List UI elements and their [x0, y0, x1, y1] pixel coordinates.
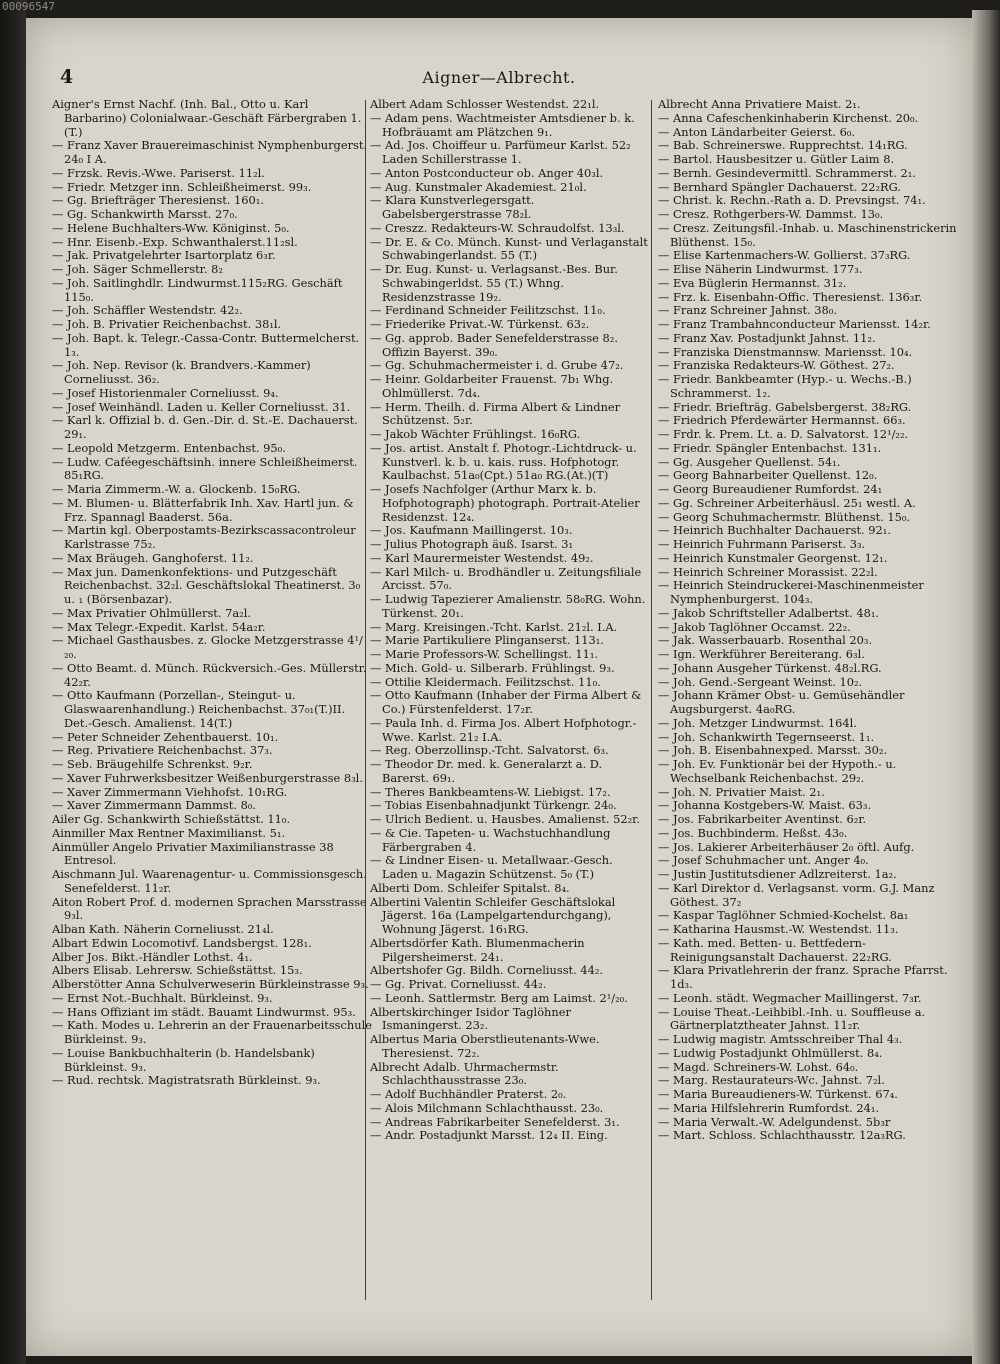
directory-entry: — Jos. Fabrikarbeiter Aventinst. 6₂r. [658, 812, 867, 826]
directory-entry: — & Cie. Tapeten- u. Wachstuchhandlung Färbergraben 4. [370, 825, 611, 854]
directory-entry: — Joh. Schankwirth Tegernseerst. 1₁. [658, 729, 875, 744]
directory-entry: — Justin Justitutsdiener Adlzreiterst. 1a₂. [658, 867, 897, 881]
directory-entry: — Adolf Buchhändler Praterst. 2₀. [370, 1087, 567, 1101]
directory-entry: — Joh. B. Privatier Reichenbachst. 38₁l. [52, 317, 282, 331]
directory-entry: — Max jun. Damenkonfektions- und Putzgeschäft Reichenbachst. 32₂l. Geschäftslokal Theatinerst. 3₀ u. ₁ (Börsenbazar). [52, 564, 361, 606]
directory-entry: — Leonh. Sattlermstr. Berg am Laimst. 2¹/₂₀. [370, 990, 628, 1005]
directory-entry: — Gg. Schreiner Arbeiterhäusl. 25₁ westl. A. [658, 495, 916, 510]
directory-entry: — & Lindner Eisen- u. Metallwaar.-Gesch. Laden u. Magazin Schützenst. 5₀ (T.) [370, 853, 613, 881]
directory-entry: — Dr. Eug. Kunst- u. Verlagsanst.-Bes. Bur. Schwabingerldst. 55 (T.) Whng. Residenzstrasse 19₂. [370, 262, 618, 304]
directory-entry: — Johann Krämer Obst- u. Gemüsehändler Augsburgerst. 4a₀RG. [658, 688, 905, 716]
directory-entry: — Franziska Dienstmannsw. Mariensst. 10₄. [658, 344, 913, 359]
directory-entry: — Reg. Oberzollinsp.-Tcht. Salvatorst. 6₃. [370, 743, 609, 758]
directory-entry: — Aug. Kunstmaler Akademiest. 21₀l. [370, 179, 587, 194]
directory-entry: Ainmüller Angelo Privatier Maximilianstrasse 38 Entresol. [52, 839, 334, 868]
directory-entry: — Josef Weinhändl. Laden u. Keller Corneliusst. 31. [52, 399, 351, 414]
directory-entry: — Mart. Schloss. Schlachthausstr. 12a₃RG. [658, 1128, 906, 1143]
directory-entry: — Andr. Postadjunkt Marsst. 12₄ II. Eing. [370, 1128, 608, 1143]
directory-entry: — Jak. Wasserbauarb. Rosenthal 20₃. [658, 633, 873, 648]
scan-id: 00096547 [2, 0, 55, 13]
directory-entry: — Maria Verwalt.-W. Adelgundenst. 5b₃r [658, 1114, 891, 1129]
directory-entry: — Paula Inh. d. Firma Jos. Albert Hofphotogr.-Wwe. Karlst. 21₂ I.A. [370, 715, 637, 744]
directory-entry: — Hnr. Eisenb.-Exp. Schwanthalerst.11₂sl. [52, 234, 298, 249]
directory-entry: — Kath. Modes u. Lehrerin an der Frauenarbeitsschule Bürkleinst. 9₃. [52, 1018, 372, 1046]
directory-entry: — Alois Milchmann Schlachthausst. 23₀. [370, 1100, 604, 1115]
directory-entry: — Jakob Taglöhner Occamst. 22₂. [658, 619, 851, 634]
directory-entry: — Johanna Kostgebers-W. Maist. 63₃. [658, 798, 872, 813]
directory-entry: — Joh. Säger Schmellerstr. 8₂ [52, 262, 223, 276]
directory-entry: Albart Edwin Locomotivf. Landsbergst. 128₁. [52, 935, 312, 950]
directory-entry: — Reg. Privatiere Reichenbachst. 37₃. [52, 743, 273, 758]
directory-entry: Ainmiller Max Rentner Maximilianst. 5₁. [52, 825, 286, 840]
directory-entry: — Xaver Fuhrwerksbesitzer Weißenburgerstrasse 8₃l. [52, 770, 363, 785]
directory-entry: Aiton Robert Prof. d. modernen Sprachen Marsstrasse 9₃l. [52, 894, 367, 923]
directory-entry: — Ernst Not.-Buchhalt. Bürkleinst. 9₃. [52, 990, 273, 1005]
directory-entry: — Leonh. städt. Wegmacher Maillingerst. 7₃r. [658, 990, 922, 1005]
directory-entry: — Bartol. Hausbesitzer u. Gütler Laim 8. [658, 152, 895, 166]
directory-entry: — Jakob Schriftsteller Adalbertst. 48₁. [658, 605, 880, 620]
page-header [26, 66, 972, 96]
directory-entry: — Jos. artist. Anstalt f. Photogr.-Lichtdruck- u. Kunstverl. k. b. u. kais. russ. Hofphotogr. Kaulbachst. 51a₀(Cpt.) 51a₀ RG.(At.)(T) [370, 440, 637, 483]
directory-entry: — Max Privatier Ohlmüllerst. 7a₂l. [52, 605, 251, 620]
directory-entry: — Friedr. Spängler Entenbachst. 131₁. [658, 440, 882, 455]
directory-entry: Albert Adam Schlosser Westendst. 22₁l. [370, 98, 600, 111]
directory-entry: — Kath. med. Betten- u. Bettfedern-Reinigungsanstalt Dachauerst. 22₂RG. [658, 935, 892, 964]
directory-entry: — Julius Photograph äuß. Isarst. 3₁ [370, 537, 574, 551]
directory-entry: — Josef Schuhmacher unt. Anger 4₀. [658, 853, 869, 868]
directory-entry: — Ludwig Tapezierer Amalienstr. 58₀RG. Wohn. Türkenst. 20₁. [370, 592, 646, 620]
directory-entry: — Bernh. Gesindevermittl. Schrammerst. 2₁. [658, 165, 916, 180]
directory-entry: Albrecht Adalb. Uhrmachermstr. Schlachthausstrasse 23₀. [370, 1059, 559, 1088]
directory-entry: Albertshofer Gg. Bildh. Corneliusst. 44₂. [370, 963, 604, 978]
directory-entry: — Heinr. Goldarbeiter Frauenst. 7b₁ Whg. Ohlmüllerst. 7d₄. [370, 372, 614, 400]
directory-entry: — Marg. Restaurateurs-Wc. Jahnst. 7₂l. [658, 1073, 885, 1088]
directory-entry: — Michael Gasthausbes. z. Glocke Metzgerstrasse 4¹/₂₀. [52, 633, 363, 661]
scan-left-edge [0, 0, 26, 1364]
directory-entry: — Max Bräugeh. Ganghoferst. 11₂. [52, 550, 254, 565]
directory-entry: Albertus Maria Oberstlieutenants-Wwe. Theresienst. 72₂. [370, 1032, 600, 1060]
directory-entry: — Friedr. Bankbeamter (Hyp.- u. Wechs.-B.) Schrammerst. 1₂. [658, 372, 912, 400]
directory-entry: — Jos. Buchbinderm. Heßst. 43₀. [658, 825, 848, 840]
directory-entry: — Bernhard Spängler Dachauerst. 22₂RG. [658, 179, 901, 194]
directory-entry: — Otto Beamt. d. Münch. Rückversich.-Ges. Müllerstr. 42₂r. [52, 660, 367, 689]
scan-right-edge [972, 10, 1000, 1364]
directory-entry: — Peter Schneider Zehentbauerst. 10₁. [52, 729, 279, 744]
column-1 [52, 98, 372, 1348]
directory-entry: — Ad. Jos. Choiffeur u. Parfümeur Karlst. 52₂ Laden Schillerstrasse 1. [370, 138, 631, 166]
directory-entry: — Magd. Schreiners-W. Lohst. 64₀. [658, 1059, 859, 1074]
directory-entry: — Karl Direktor d. Verlagsanst. vorm. G.J. Manz Göthest. 37₂ [658, 880, 935, 909]
column-2 [370, 98, 652, 1348]
directory-entry: — Xaver Zimmermann Dammst. 8₀. [52, 798, 257, 813]
directory-entry: — Joh. Nep. Revisor (k. Brandvers.-Kammer) Corneliusst. 36₂. [52, 358, 311, 386]
directory-entry: — Cresz. Rothgerbers-W. Dammst. 13₀. [658, 207, 884, 221]
directory-entry: — Dr. E. & Co. Münch. Kunst- und Verlaganstalt Schwabingerlandst. 55 (T.) [370, 234, 648, 263]
directory-entry: Albertini Valentin Schleifer Geschäftslokal Jägerst. 16a (Lampelgartendurchgang), Wohnung Jägerst. 16₁RG. [370, 894, 616, 936]
directory-entry: — Gg. Schankwirth Marsst. 27₀. [52, 207, 238, 221]
directory-entry: — Maria Bureaudieners-W. Türkenst. 67₄. [658, 1087, 898, 1101]
directory-entry: Alban Kath. Näherin Corneliusst. 21₄l. [52, 922, 274, 936]
directory-entry: — Ludwig magistr. Amtsschreiber Thal 4₃. [658, 1032, 903, 1046]
directory-entry: Albrecht Anna Privatiere Maist. 2₁. [658, 98, 861, 111]
directory-entry: — Franz Trambahnconducteur Mariensst. 14₂r. [658, 317, 931, 331]
directory-entry: — Ottilie Kleidermach. Feilitzschst. 11₀. [370, 674, 601, 689]
directory-entry: — Georg Schuhmachermstr. Blüthenst. 15₀. [658, 509, 911, 524]
directory-entry: — Ludw. Caféegeschäftsinh. innere Schleißheimerst. 85₁RG. [52, 454, 358, 483]
directory-entry: — Otto Kaufmann (Inhaber der Firma Albert & Co.) Fürstenfelderst. 17₂r. [370, 688, 642, 716]
directory-entry: Alber Jos. Bikt.-Händler Lothst. 4₁. [52, 949, 253, 964]
directory-entry: — Kaspar Taglöhner Schmied-Kochelst. 8a₁ [658, 908, 909, 923]
directory-entry: — Klara Privatlehrerin der franz. Sprache Pfarrst. 1d₃. [658, 963, 948, 991]
directory-entry: — Tobias Eisenbahnadjunkt Türkengr. 24₀. [370, 798, 617, 813]
directory-entry: — Joh. Bapt. k. Telegr.-Cassa-Contr. Buttermelcherst. 1₃. [52, 330, 360, 359]
directory-entry: — Herm. Theilh. d. Firma Albert & Lindner Schützenst. 5₂r. [370, 399, 621, 428]
directory-entry: Ailer Gg. Schankwirth Schießstättst. 11₀. [52, 812, 291, 826]
directory-entry: — Mich. Gold- u. Silberarb. Frühlingst. 9₃. [370, 660, 615, 675]
directory-entry: — Louise Bankbuchhalterin (b. Handelsbank) Bürkleinst. 9₃. [52, 1045, 315, 1074]
directory-entry: — Maria Hilfslehrerin Rumfordst. 24₁. [658, 1100, 880, 1115]
directory-entry: — Georg Bureaudiener Rumfordst. 24₁ [658, 482, 883, 496]
directory-entry: — Andreas Fabrikarbeiter Senefelderst. 3₁. [370, 1114, 620, 1129]
directory-entry: — Jakob Wächter Frühlingst. 16₀RG. [370, 427, 581, 441]
directory-entry: — Katharina Hausmst.-W. Westendst. 11₃. [658, 922, 899, 936]
directory-entry: — Joh. Metzger Lindwurmst. 164l. [658, 715, 857, 730]
directory-entry: — Jos. Kaufmann Maillingerst. 10₃. [370, 523, 573, 538]
directory-entry: Albertskirchinger Isidor Taglöhner Ismaningerst. 23₂. [370, 1004, 571, 1033]
directory-entry: — Karl Maurermeister Westendst. 49₂. [370, 550, 594, 565]
directory-entry: — Frz. k. Eisenbahn-Offic. Theresienst. 136₃r. [658, 289, 923, 304]
directory-entry: — Heinrich Fuhrmann Pariserst. 3₃. [658, 537, 866, 551]
directory-entry: Alberstötter Anna Schulverweserin Bürkleinstrasse 9₃. [52, 977, 369, 991]
directory-entry: — Frzsk. Revis.-Wwe. Pariserst. 11₂l. [52, 165, 265, 180]
directory-entry: — Theres Bankbeamtens-W. Liebigst. 17₂. [370, 784, 611, 799]
directory-entry: — Rud. rechtsk. Magistratsrath Bürkleinst. 9₃. [52, 1073, 321, 1088]
directory-entry: — Cresz. Zeitungsfil.-Inhab. u. Maschinenstrickerin Blüthenst. 15₀. [658, 220, 957, 249]
directory-entry: — Johann Ausgeher Türkenst. 48₂l.RG. [658, 660, 882, 675]
directory-entry: — Josefs Nachfolger (Arthur Marx k. b. Hofphotograph) photograph. Portrait-Atelier Residenzst. 12₄. [370, 482, 640, 524]
directory-entry: — Friedr. Metzger inn. Schleißheimerst. 99₃. [52, 179, 312, 194]
directory-entry: — Hans Offiziant im städt. Bauamt Lindwurmst. 95₃. [52, 1004, 356, 1019]
directory-entry: — Adam pens. Wachtmeister Amtsdiener b. k. Hofbräuamt am Plätzchen 9₁. [370, 110, 635, 139]
directory-entry: — Anna Cafeschenkinhaberin Kirchenst. 20₀. [658, 110, 919, 125]
directory-entry: — Joh. Schäffler Westendstr. 42₂. [52, 303, 243, 318]
directory-page [26, 18, 972, 1356]
directory-entry: — Christ. k. Rechn.-Rath a. D. Prevsingst. 74₁. [658, 193, 926, 208]
directory-entry: — Maria Zimmerm.-W. a. Glockenb. 15₀RG. [52, 482, 301, 496]
directory-entry: — Heinrich Kunstmaler Georgenst. 12₁. [658, 550, 888, 565]
directory-entry: — Ign. Werkführer Bereiterang. 6₃l. [658, 647, 865, 661]
directory-entry: — Creszz. Redakteurs-W. Schraudolfst. 13₃l. [370, 220, 625, 235]
directory-entry: — Leopold Metzgerm. Entenbachst. 95₀. [52, 440, 286, 455]
directory-entry: — Gg. approb. Bader Senefelderstrasse 8₂. Offizin Bayerst. 39₀. [370, 330, 618, 359]
directory-entry: Alberti Dom. Schleifer Spitalst. 8₄. [370, 880, 570, 895]
directory-entry: — Franziska Redakteurs-W. Göthest. 27₂. [658, 358, 895, 373]
directory-entry: — Franz Xaver Brauereimaschinist Nymphenburgerst. 24₀ I A. [52, 138, 368, 166]
directory-entry: — Gg. Privat. Corneliusst. 44₂. [370, 977, 547, 991]
directory-entry: Aischmann Jul. Waarenagentur- u. Commissionsgesch. Senefelderst. 11₂r. [52, 867, 367, 895]
directory-entry: Albers Elisab. Lehrersw. Schießstättst. 15₃. [52, 963, 303, 978]
directory-entry: — Josef Historienmaler Corneliusst. 9₄. [52, 385, 279, 400]
page-number: 4 [60, 66, 74, 88]
directory-entry: — Xaver Zimmermann Viehhofst. 10₁RG. [52, 784, 288, 799]
directory-entry: — M. Blumen- u. Blätterfabrik Inh. Xav. Hartl jun. & Frz. Spannagl Baaderst. 56a. [52, 495, 354, 524]
directory-entry: — Heinrich Buchhalter Dachauerst. 92₁. [658, 523, 891, 538]
directory-entry: — Georg Bahnarbeiter Quellenst. 12₀. [658, 468, 878, 483]
directory-entry: — Ferdinand Schneider Feilitzschst. 11₀. [370, 303, 606, 318]
directory-entry: — Marie Professors-W. Schellingst. 11₁. [370, 647, 599, 661]
directory-entry: — Gg. Ausgeher Quellenst. 54₁. [658, 454, 841, 469]
directory-entry: — Friedrich Pferdewärter Hermannst. 66₃. [658, 413, 906, 428]
directory-entry: — Joh. B. Eisenbahnexped. Marsst. 30₂. [658, 743, 888, 758]
directory-entry: — Louise Theat.-Leihbibl.-Inh. u. Souffleuse a. Gärtnerplatztheater Jahnst. 11₂r. [658, 1004, 926, 1033]
directory-entry: — Joh. Gend.-Sergeant Weinst. 10₂. [658, 674, 863, 689]
directory-entry: — Franz Schreiner Jahnst. 38₀. [658, 303, 837, 318]
directory-entry: — Eva Büglerin Hermannst. 31₂. [658, 275, 847, 290]
directory-entry: — Gg. Briefträger Theresienst. 160₁. [52, 193, 264, 208]
directory-entry: — Joh. N. Privatier Maist. 2₁. [658, 784, 825, 799]
directory-entry: — Elise Kartenmachers-W. Gollierst. 37₃RG. [658, 248, 911, 263]
page-title: Aigner—Albrecht. [422, 68, 576, 87]
directory-entry: — Friedr. Briefträg. Gabelsbergerst. 38₂RG. [658, 399, 912, 414]
directory-entry: Aigner's Ernst Nachf. (Inh. Bal., Otto u. Karl Barbarino) Colonialwaar.-Geschäft Färbergraben 1. (T.) [52, 98, 362, 139]
directory-entry: — Bab. Schreinerswe. Rupprechtst. 14₁RG. [658, 138, 908, 153]
directory-entry: Albertsdörfer Kath. Blumenmacherin Pilgersheimerst. 24₁. [370, 935, 585, 964]
directory-entry: — Marie Partikuliere Plinganserst. 113₁. [370, 633, 604, 648]
directory-entry: — Max Telegr.-Expedit. Karlst. 54a₂r. [52, 619, 266, 634]
directory-entry: — Joh. Ev. Funktionär bei der Hypoth.- u. Wechselbank Reichenbachst. 29₂. [658, 757, 897, 785]
directory-entry: — Friederike Privat.-W. Türkenst. 63₂. [370, 317, 590, 331]
directory-entry: — Otto Kaufmann (Porzellan-, Steingut- u. Glaswaarenhandlung.) Reichenbachst. 37₀₁(T.)II. Det.-Gesch. Amalienst. 14(T.) [52, 688, 346, 730]
directory-entry: — Joh. Saitlinghdlr. Lindwurmst.115₂RG. Geschäft 115₀. [52, 275, 343, 304]
directory-entry: — Elise Näherin Lindwurmst. 177₃. [658, 262, 863, 276]
directory-entry: — Franz Xav. Postadjunkt Jahnst. 11₂. [658, 330, 876, 345]
directory-entry: — Theodor Dr. med. k. Generalarzt a. D. Barerst. 69₁. [370, 757, 603, 785]
directory-entry: — Helene Buchhalters-Ww. Königinst. 5₀. [52, 220, 290, 235]
column-3 [658, 98, 958, 1348]
directory-entry: — Heinrich Steindruckerei-Maschinenmeister Nymphenburgerst. 104₃. [658, 578, 924, 606]
directory-entry: — Jos. Lakierer Arbeiterhäuser 2₀ öftl. Aufg. [658, 839, 915, 854]
directory-entry: — Martin kgl. Oberpostamts-Bezirkscassacontroleur Karlstrasse 75₂. [52, 523, 356, 551]
directory-entry: — Karl k. Offizial b. d. Gen.-Dir. d. St.-E. Dachauerst. 29₁. [52, 413, 358, 441]
directory-entry: — Frdr. k. Prem. Lt. a. D. Salvatorst. 12¹/₂₂. [658, 427, 909, 441]
directory-entry: — Marg. Kreisingen.-Tcht. Karlst. 21₂l. I.A. [370, 619, 618, 634]
directory-entry: — Seb. Bräugehilfe Schrenkst. 9₂r. [52, 757, 253, 771]
directory-entry: — Ludwig Postadjunkt Ohlmüllerst. 8₄. [658, 1045, 883, 1060]
directory-entry: — Anton Postconducteur ob. Anger 40₃l. [370, 165, 604, 180]
directory-entry: — Jak. Privatgelehrter Isartorplatz 6₃r. [52, 248, 276, 263]
directory-entry: — Ulrich Bedient. u. Hausbes. Amalienst. 52₂r. [370, 812, 640, 826]
directory-entry: — Karl Milch- u. Brodhändler u. Zeitungsfiliale Arcisst. 57₀. [370, 564, 642, 593]
directory-entry: — Gg. Schuhmachermeister i. d. Grube 47₂. [370, 358, 624, 373]
directory-entry: — Klara Kunstverlegersgatt. Gabelsbergerstrasse 78₂l. [370, 193, 535, 221]
directory-entry: — Heinrich Schreiner Morassist. 22₂l. [658, 564, 878, 579]
directory-entry: — Anton Ländarbeiter Geierst. 6₀. [658, 124, 856, 139]
